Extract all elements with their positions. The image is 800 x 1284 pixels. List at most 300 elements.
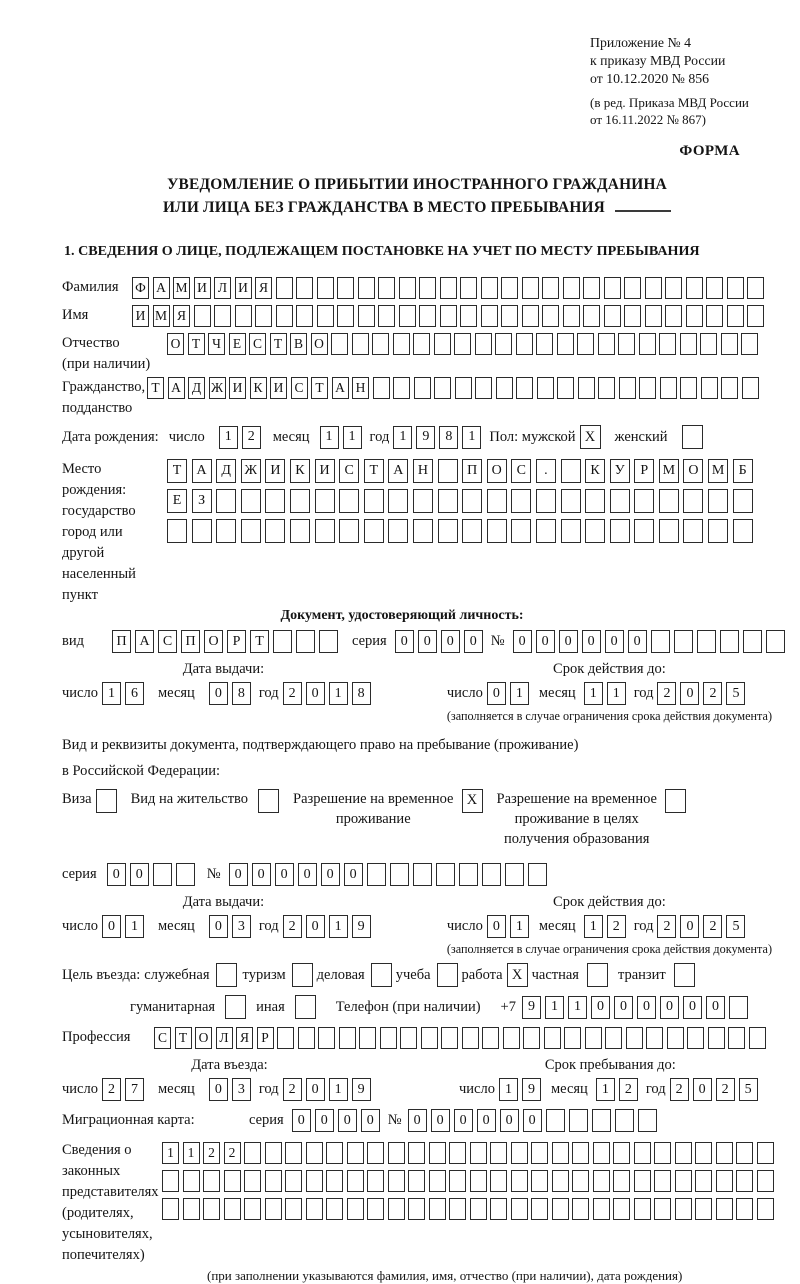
char-cell[interactable]: В	[290, 333, 307, 355]
char-cell[interactable]	[675, 1198, 692, 1220]
char-cell[interactable]: 0	[477, 1109, 496, 1132]
char-cell[interactable]: И	[194, 277, 211, 299]
char-cell[interactable]	[743, 630, 762, 653]
char-cell[interactable]: 0	[637, 996, 656, 1019]
char-cell[interactable]: Т	[250, 630, 269, 653]
char-cell[interactable]	[487, 489, 507, 513]
char-cell[interactable]: З	[192, 489, 212, 513]
char-cell[interactable]: 0	[321, 863, 340, 886]
char-cell[interactable]	[634, 1170, 651, 1192]
char-cell[interactable]: 1	[510, 682, 529, 705]
char-cell[interactable]: 1	[510, 915, 529, 938]
char-cell[interactable]	[741, 333, 758, 355]
char-cell[interactable]	[706, 277, 723, 299]
char-cell[interactable]	[733, 489, 753, 513]
char-cell[interactable]: 9	[522, 996, 541, 1019]
char-cell[interactable]	[388, 1142, 405, 1164]
char-cell[interactable]: 0	[395, 630, 414, 653]
char-cell[interactable]	[367, 863, 386, 886]
char-cell[interactable]	[495, 333, 512, 355]
char-cell[interactable]: П	[462, 459, 482, 483]
char-cell[interactable]: Т	[364, 459, 384, 483]
char-cell[interactable]: 0	[361, 1109, 380, 1132]
char-cell[interactable]	[687, 1027, 704, 1049]
char-cell[interactable]: 3	[232, 915, 251, 938]
char-cell[interactable]	[481, 305, 498, 327]
char-cell[interactable]	[708, 489, 728, 513]
char-cell[interactable]: 0	[523, 1109, 542, 1132]
char-cell[interactable]: У	[610, 459, 630, 483]
purpose-transit-checkbox[interactable]	[674, 963, 695, 987]
char-cell[interactable]	[176, 863, 195, 886]
char-cell[interactable]	[695, 1198, 712, 1220]
char-cell[interactable]	[686, 305, 703, 327]
char-cell[interactable]: 2	[657, 915, 676, 938]
char-cell[interactable]	[367, 1198, 384, 1220]
char-cell[interactable]	[511, 1198, 528, 1220]
char-cell[interactable]	[441, 1027, 458, 1049]
char-cell[interactable]	[419, 305, 436, 327]
char-cell[interactable]	[265, 519, 285, 543]
char-cell[interactable]: Я	[173, 305, 190, 327]
char-cell[interactable]: 5	[726, 682, 745, 705]
char-cell[interactable]: Т	[147, 377, 164, 399]
char-cell[interactable]	[277, 1027, 294, 1049]
char-cell[interactable]	[598, 333, 615, 355]
char-cell[interactable]	[315, 519, 335, 543]
char-cell[interactable]	[686, 277, 703, 299]
char-cell[interactable]	[501, 277, 518, 299]
char-cell[interactable]	[697, 630, 716, 653]
char-cell[interactable]: К	[250, 377, 267, 399]
char-cell[interactable]	[400, 1027, 417, 1049]
char-cell[interactable]: 2	[283, 915, 302, 938]
char-cell[interactable]: И	[270, 377, 287, 399]
char-cell[interactable]: 0	[680, 915, 699, 938]
char-cell[interactable]: 0	[500, 1109, 519, 1132]
char-cell[interactable]	[388, 1170, 405, 1192]
char-cell[interactable]: Р	[634, 459, 654, 483]
char-cell[interactable]: Д	[216, 459, 236, 483]
char-cell[interactable]	[162, 1198, 179, 1220]
char-cell[interactable]: Н	[413, 459, 433, 483]
char-cell[interactable]	[265, 1142, 282, 1164]
char-cell[interactable]	[610, 489, 630, 513]
char-cell[interactable]: 3	[232, 1078, 251, 1101]
char-cell[interactable]	[167, 519, 187, 543]
char-cell[interactable]	[680, 377, 697, 399]
char-cell[interactable]	[721, 333, 738, 355]
char-cell[interactable]	[511, 489, 531, 513]
char-cell[interactable]: О	[683, 459, 703, 483]
char-cell[interactable]	[659, 489, 679, 513]
char-cell[interactable]	[367, 1142, 384, 1164]
purpose-tourism-checkbox[interactable]	[292, 963, 313, 987]
char-cell[interactable]: 1	[462, 426, 481, 449]
char-cell[interactable]	[727, 277, 744, 299]
char-cell[interactable]: И	[315, 459, 335, 483]
char-cell[interactable]	[490, 1170, 507, 1192]
char-cell[interactable]: 0	[275, 863, 294, 886]
char-cell[interactable]: 1	[393, 426, 412, 449]
char-cell[interactable]	[522, 277, 539, 299]
char-cell[interactable]: А	[153, 277, 170, 299]
char-cell[interactable]	[224, 1198, 241, 1220]
char-cell[interactable]: 0	[693, 1078, 712, 1101]
char-cell[interactable]	[276, 305, 293, 327]
char-cell[interactable]	[552, 1142, 569, 1164]
char-cell[interactable]	[408, 1170, 425, 1192]
char-cell[interactable]: 7	[125, 1078, 144, 1101]
char-cell[interactable]: 0	[706, 996, 725, 1019]
char-cell[interactable]: 0	[582, 630, 601, 653]
char-cell[interactable]: 0	[306, 682, 325, 705]
char-cell[interactable]	[577, 333, 594, 355]
char-cell[interactable]	[757, 1142, 774, 1164]
char-cell[interactable]	[585, 1027, 602, 1049]
char-cell[interactable]	[364, 519, 384, 543]
char-cell[interactable]	[646, 1027, 663, 1049]
char-cell[interactable]	[481, 277, 498, 299]
char-cell[interactable]	[390, 863, 409, 886]
char-cell[interactable]: 1	[596, 1078, 615, 1101]
char-cell[interactable]: Т	[270, 333, 287, 355]
char-cell[interactable]	[626, 1027, 643, 1049]
char-cell[interactable]	[511, 1142, 528, 1164]
char-cell[interactable]	[665, 305, 682, 327]
char-cell[interactable]	[700, 333, 717, 355]
char-cell[interactable]	[695, 1142, 712, 1164]
char-cell[interactable]	[393, 377, 410, 399]
char-cell[interactable]	[388, 519, 408, 543]
char-cell[interactable]	[572, 1170, 589, 1192]
char-cell[interactable]	[265, 489, 285, 513]
char-cell[interactable]: 0	[102, 915, 121, 938]
char-cell[interactable]: 9	[416, 426, 435, 449]
char-cell[interactable]: 0	[107, 863, 126, 886]
char-cell[interactable]	[482, 863, 501, 886]
char-cell[interactable]	[388, 1198, 405, 1220]
char-cell[interactable]	[317, 277, 334, 299]
char-cell[interactable]	[244, 1170, 261, 1192]
char-cell[interactable]: 2	[607, 915, 626, 938]
char-cell[interactable]	[162, 1170, 179, 1192]
char-cell[interactable]	[542, 277, 559, 299]
char-cell[interactable]	[347, 1142, 364, 1164]
char-cell[interactable]	[610, 519, 630, 543]
char-cell[interactable]	[408, 1142, 425, 1164]
char-cell[interactable]: 0	[209, 682, 228, 705]
char-cell[interactable]	[516, 377, 533, 399]
char-cell[interactable]	[460, 277, 477, 299]
char-cell[interactable]: 0	[605, 630, 624, 653]
char-cell[interactable]	[578, 377, 595, 399]
char-cell[interactable]: Р	[257, 1027, 274, 1049]
char-cell[interactable]	[413, 489, 433, 513]
char-cell[interactable]: 0	[229, 863, 248, 886]
char-cell[interactable]: 2	[283, 1078, 302, 1101]
char-cell[interactable]: 0	[292, 1109, 311, 1132]
char-cell[interactable]: 8	[439, 426, 458, 449]
char-cell[interactable]: 0	[209, 915, 228, 938]
char-cell[interactable]: А	[135, 630, 154, 653]
char-cell[interactable]	[241, 519, 261, 543]
char-cell[interactable]	[419, 277, 436, 299]
char-cell[interactable]: 0	[338, 1109, 357, 1132]
char-cell[interactable]: И	[229, 377, 246, 399]
char-cell[interactable]	[290, 489, 310, 513]
char-cell[interactable]	[757, 1198, 774, 1220]
purpose-work-checkbox[interactable]: X	[507, 963, 528, 987]
char-cell[interactable]	[659, 333, 676, 355]
char-cell[interactable]	[298, 1027, 315, 1049]
char-cell[interactable]	[306, 1170, 323, 1192]
char-cell[interactable]	[438, 459, 458, 483]
char-cell[interactable]	[393, 333, 410, 355]
char-cell[interactable]	[434, 333, 451, 355]
char-cell[interactable]	[729, 996, 748, 1019]
char-cell[interactable]: К	[290, 459, 310, 483]
char-cell[interactable]: Т	[167, 459, 187, 483]
char-cell[interactable]: М	[173, 277, 190, 299]
char-cell[interactable]	[296, 277, 313, 299]
char-cell[interactable]	[378, 305, 395, 327]
char-cell[interactable]	[634, 1142, 651, 1164]
char-cell[interactable]	[639, 377, 656, 399]
char-cell[interactable]: Т	[188, 333, 205, 355]
char-cell[interactable]	[440, 277, 457, 299]
char-cell[interactable]: 0	[628, 630, 647, 653]
char-cell[interactable]: 1	[343, 426, 362, 449]
char-cell[interactable]	[654, 1198, 671, 1220]
char-cell[interactable]	[619, 377, 636, 399]
char-cell[interactable]	[674, 630, 693, 653]
char-cell[interactable]: О	[195, 1027, 212, 1049]
sex-female-checkbox[interactable]	[682, 425, 703, 449]
char-cell[interactable]	[296, 630, 315, 653]
char-cell[interactable]: 2	[619, 1078, 638, 1101]
char-cell[interactable]	[388, 489, 408, 513]
char-cell[interactable]	[667, 1027, 684, 1049]
char-cell[interactable]	[728, 1027, 745, 1049]
char-cell[interactable]: Ф	[132, 277, 149, 299]
char-cell[interactable]	[680, 333, 697, 355]
char-cell[interactable]: 8	[352, 682, 371, 705]
purpose-business-checkbox[interactable]	[371, 963, 392, 987]
char-cell[interactable]	[352, 333, 369, 355]
char-cell[interactable]	[315, 489, 335, 513]
char-cell[interactable]	[634, 1198, 651, 1220]
char-cell[interactable]	[605, 1027, 622, 1049]
char-cell[interactable]	[339, 1027, 356, 1049]
char-cell[interactable]: 2	[657, 682, 676, 705]
char-cell[interactable]	[317, 305, 334, 327]
char-cell[interactable]: 1	[329, 682, 348, 705]
char-cell[interactable]	[634, 489, 654, 513]
char-cell[interactable]: 1	[329, 915, 348, 938]
char-cell[interactable]	[766, 630, 785, 653]
char-cell[interactable]	[742, 377, 759, 399]
char-cell[interactable]: 0	[298, 863, 317, 886]
char-cell[interactable]	[733, 519, 753, 543]
char-cell[interactable]: М	[153, 305, 170, 327]
char-cell[interactable]: 0	[315, 1109, 334, 1132]
char-cell[interactable]: С	[249, 333, 266, 355]
char-cell[interactable]	[306, 1198, 323, 1220]
char-cell[interactable]: Я	[236, 1027, 253, 1049]
char-cell[interactable]	[436, 863, 455, 886]
char-cell[interactable]: Н	[352, 377, 369, 399]
char-cell[interactable]	[618, 333, 635, 355]
char-cell[interactable]	[531, 1142, 548, 1164]
char-cell[interactable]	[736, 1198, 753, 1220]
char-cell[interactable]	[720, 630, 739, 653]
char-cell[interactable]	[399, 305, 416, 327]
char-cell[interactable]: 6	[125, 682, 144, 705]
purpose-humanitarian-checkbox[interactable]	[225, 995, 246, 1019]
char-cell[interactable]	[592, 1109, 611, 1132]
char-cell[interactable]	[747, 277, 764, 299]
char-cell[interactable]	[585, 489, 605, 513]
char-cell[interactable]	[326, 1142, 343, 1164]
char-cell[interactable]: Т	[311, 377, 328, 399]
char-cell[interactable]: 9	[352, 915, 371, 938]
char-cell[interactable]: Ч	[208, 333, 225, 355]
purpose-study-checkbox[interactable]	[437, 963, 458, 987]
char-cell[interactable]	[557, 333, 574, 355]
char-cell[interactable]: 2	[102, 1078, 121, 1101]
char-cell[interactable]: О	[487, 459, 507, 483]
char-cell[interactable]	[659, 519, 679, 543]
sex-male-checkbox[interactable]: X	[580, 425, 601, 449]
char-cell[interactable]	[645, 277, 662, 299]
char-cell[interactable]	[736, 1170, 753, 1192]
char-cell[interactable]	[216, 489, 236, 513]
char-cell[interactable]: 0	[252, 863, 271, 886]
char-cell[interactable]	[183, 1170, 200, 1192]
char-cell[interactable]	[639, 333, 656, 355]
char-cell[interactable]: 0	[441, 630, 460, 653]
char-cell[interactable]	[347, 1198, 364, 1220]
char-cell[interactable]	[285, 1170, 302, 1192]
char-cell[interactable]	[216, 519, 236, 543]
char-cell[interactable]	[490, 1142, 507, 1164]
char-cell[interactable]	[194, 305, 211, 327]
char-cell[interactable]	[449, 1170, 466, 1192]
char-cell[interactable]	[757, 1170, 774, 1192]
purpose-other-checkbox[interactable]	[295, 995, 316, 1019]
char-cell[interactable]	[727, 305, 744, 327]
char-cell[interactable]: 2	[283, 682, 302, 705]
char-cell[interactable]	[235, 305, 252, 327]
char-cell[interactable]: .	[536, 459, 556, 483]
char-cell[interactable]	[660, 377, 677, 399]
char-cell[interactable]: А	[168, 377, 185, 399]
char-cell[interactable]: С	[339, 459, 359, 483]
char-cell[interactable]	[429, 1198, 446, 1220]
char-cell[interactable]	[399, 277, 416, 299]
char-cell[interactable]: Д	[188, 377, 205, 399]
char-cell[interactable]: 2	[203, 1142, 220, 1164]
char-cell[interactable]	[613, 1142, 630, 1164]
char-cell[interactable]	[511, 519, 531, 543]
char-cell[interactable]	[318, 1027, 335, 1049]
char-cell[interactable]: 0	[680, 682, 699, 705]
char-cell[interactable]: 0	[660, 996, 679, 1019]
char-cell[interactable]	[583, 305, 600, 327]
char-cell[interactable]: 0	[408, 1109, 427, 1132]
char-cell[interactable]: 5	[739, 1078, 758, 1101]
char-cell[interactable]	[665, 277, 682, 299]
char-cell[interactable]	[326, 1198, 343, 1220]
char-cell[interactable]	[367, 1170, 384, 1192]
char-cell[interactable]	[572, 1142, 589, 1164]
char-cell[interactable]	[651, 630, 670, 653]
char-cell[interactable]: 0	[418, 630, 437, 653]
char-cell[interactable]: Л	[216, 1027, 233, 1049]
char-cell[interactable]	[516, 333, 533, 355]
char-cell[interactable]	[511, 1170, 528, 1192]
char-cell[interactable]	[449, 1198, 466, 1220]
char-cell[interactable]: 0	[209, 1078, 228, 1101]
char-cell[interactable]	[285, 1198, 302, 1220]
char-cell[interactable]: 2	[703, 682, 722, 705]
char-cell[interactable]: 0	[683, 996, 702, 1019]
char-cell[interactable]: 2	[224, 1142, 241, 1164]
char-cell[interactable]: 0	[559, 630, 578, 653]
char-cell[interactable]	[462, 519, 482, 543]
char-cell[interactable]	[593, 1198, 610, 1220]
char-cell[interactable]	[638, 1109, 657, 1132]
char-cell[interactable]	[358, 277, 375, 299]
char-cell[interactable]	[561, 519, 581, 543]
char-cell[interactable]	[203, 1170, 220, 1192]
char-cell[interactable]	[701, 377, 718, 399]
char-cell[interactable]: П	[112, 630, 131, 653]
char-cell[interactable]	[470, 1170, 487, 1192]
char-cell[interactable]	[460, 305, 477, 327]
char-cell[interactable]: А	[388, 459, 408, 483]
char-cell[interactable]	[561, 459, 581, 483]
char-cell[interactable]	[241, 489, 261, 513]
char-cell[interactable]: 0	[306, 915, 325, 938]
char-cell[interactable]: 1	[568, 996, 587, 1019]
char-cell[interactable]	[708, 519, 728, 543]
char-cell[interactable]: 0	[431, 1109, 450, 1132]
char-cell[interactable]: 2	[703, 915, 722, 938]
char-cell[interactable]: И	[235, 277, 252, 299]
char-cell[interactable]: 9	[522, 1078, 541, 1101]
char-cell[interactable]: Л	[214, 277, 231, 299]
char-cell[interactable]	[593, 1170, 610, 1192]
char-cell[interactable]: И	[265, 459, 285, 483]
char-cell[interactable]	[695, 1170, 712, 1192]
char-cell[interactable]	[572, 1198, 589, 1220]
char-cell[interactable]	[563, 277, 580, 299]
char-cell[interactable]	[501, 305, 518, 327]
char-cell[interactable]: 1	[499, 1078, 518, 1101]
char-cell[interactable]	[421, 1027, 438, 1049]
char-cell[interactable]	[337, 277, 354, 299]
char-cell[interactable]	[706, 305, 723, 327]
char-cell[interactable]	[306, 1142, 323, 1164]
char-cell[interactable]: Р	[227, 630, 246, 653]
char-cell[interactable]	[537, 377, 554, 399]
char-cell[interactable]	[285, 1142, 302, 1164]
char-cell[interactable]	[569, 1109, 588, 1132]
char-cell[interactable]: О	[204, 630, 223, 653]
char-cell[interactable]	[290, 519, 310, 543]
